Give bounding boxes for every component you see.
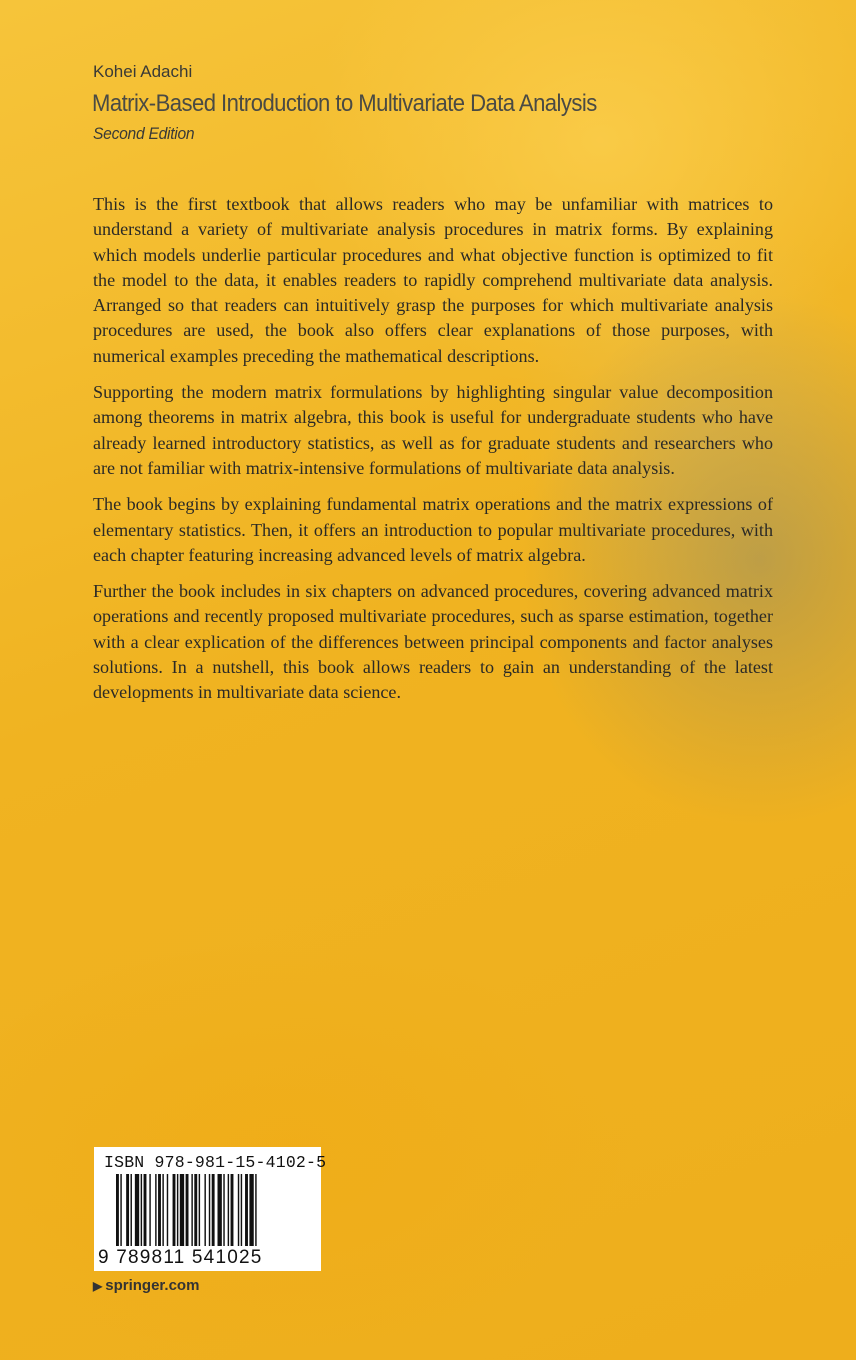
isbn-barcode (94, 1147, 327, 1271)
barcode-bar (177, 1174, 178, 1246)
barcode-bar (135, 1174, 139, 1246)
triangle-right-icon: ▶ (93, 1278, 103, 1293)
barcode-bar (162, 1174, 163, 1246)
barcode-bar (186, 1174, 189, 1246)
publisher-website[interactable] (93, 1277, 199, 1294)
barcode-bar (149, 1174, 150, 1246)
barcode-bar (158, 1174, 161, 1246)
barcode-bar (231, 1174, 234, 1246)
barcode-bars (116, 1174, 296, 1249)
book-title: Matrix-Based Introduction to Multivariate Data Analysis (92, 90, 597, 117)
barcode-bar (209, 1174, 210, 1246)
barcode-bar (180, 1174, 184, 1246)
barcode-bar (241, 1174, 242, 1246)
description-paragraph: The book begins by explaining fundamental matrix operations and the matrix expressions of elementary statistics. Then, it offers an introduction to popular multivariate procedures, with each chapter featuring increasing advanced levels of matrix algebra. (93, 494, 773, 565)
author-name: Kohei Adachi (93, 62, 193, 81)
barcode-bar (167, 1174, 168, 1246)
isbn-number: ISBN 978-981-15-4102-5 (104, 1153, 327, 1172)
barcode-bar (126, 1174, 129, 1246)
barcode-bar (249, 1174, 253, 1246)
description-paragraph: Supporting the modern matrix formulations by highlighting singular value decomposition among theorems in matrix algebra, this book is useful for undergraduate students who have already learned introductory statistics, as well as for graduate students and researchers who are not familiar with matrix-intensive formulations of multivariate data analysis. (93, 382, 773, 478)
book-edition: Second Edition (93, 124, 195, 143)
barcode-bar (194, 1174, 197, 1246)
barcode-bar (116, 1174, 119, 1246)
barcode-bar (218, 1174, 222, 1246)
barcode-bar (191, 1174, 192, 1246)
barcode-bar (204, 1174, 205, 1246)
publisher-website-label: springer.com (105, 1277, 200, 1294)
barcode-bar (141, 1174, 142, 1246)
barcode-bar (238, 1174, 239, 1246)
barcode-bar (173, 1174, 176, 1246)
barcode-bar (228, 1174, 229, 1246)
barcode-bar (120, 1174, 121, 1246)
book-description (93, 192, 773, 717)
barcode-bar (223, 1174, 224, 1246)
barcode-bar (212, 1174, 215, 1246)
barcode-bar (255, 1174, 256, 1246)
barcode-bar (144, 1174, 147, 1246)
barcode-bar (245, 1174, 248, 1246)
barcode-bar (131, 1174, 132, 1246)
description-paragraph: Further the book includes in six chapters on advanced procedures, covering advanced matrix operations and recently proposed multivariate procedures, such as sparse estimation, together with a clear explication of the differences between principal components and factor analyses solutions. In a nutshell, this book allows readers to gain an understanding of the latest developments in multivariate data science. (93, 581, 773, 703)
barcode-bar (199, 1174, 200, 1246)
barcode-digits: 9 789811 541025 (98, 1247, 263, 1268)
barcode-bar (155, 1174, 156, 1246)
description-paragraph: This is the first textbook that allows readers who may be unfamiliar with matrices to understand a variety of multivariate analysis procedures in matrix forms. By explaining which models underlie particular procedures and what objective function is optimized to fit the model to the data, it enables readers to rapidly comprehend multivariate data analysis. Arranged so that readers can intuitively grasp the purposes for which multivariate analysis procedures are used, the book also offers clear explanations of those purposes, with numerical examples preceding the mathematical descriptions. (93, 194, 773, 366)
